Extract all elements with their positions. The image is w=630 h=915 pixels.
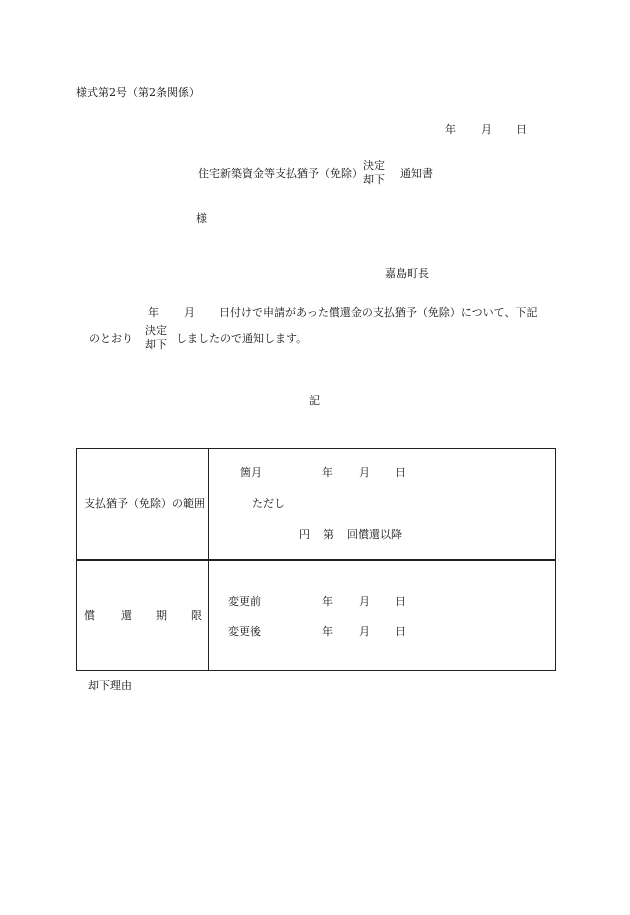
range-dai: 第 bbox=[323, 528, 334, 541]
table-row-divider bbox=[76, 559, 556, 561]
body-option-rejection: 却下 bbox=[145, 338, 167, 351]
range-however: ただし bbox=[252, 497, 285, 510]
range-yen: 円 bbox=[299, 528, 310, 541]
after-year: 年 bbox=[322, 625, 333, 638]
title-option-rejection: 却下 bbox=[363, 173, 385, 186]
title-options bbox=[363, 159, 385, 187]
title-prefix: 住宅新築資金等支払猶予（免除） bbox=[198, 167, 363, 180]
addressee-suffix: 様 bbox=[196, 212, 207, 225]
date-year: 年 bbox=[445, 123, 456, 136]
after-day: 日 bbox=[395, 625, 406, 638]
issuer: 嘉島町長 bbox=[385, 267, 429, 280]
range-day: 日 bbox=[395, 466, 406, 479]
body-text-line1: 日付けで申請があった償還金の支払猶予（免除）について、下記 bbox=[219, 306, 538, 319]
title-suffix: 通知書 bbox=[400, 167, 433, 180]
after-label: 変更後 bbox=[228, 625, 261, 638]
body-year: 年 bbox=[148, 306, 159, 319]
before-day: 日 bbox=[395, 595, 406, 608]
range-months-label: 箇月 bbox=[240, 466, 262, 479]
rejection-reason-label: 却下理由 bbox=[88, 679, 132, 692]
range-label: 支払猶予（免除）の範囲 bbox=[84, 497, 205, 510]
after-month: 月 bbox=[359, 625, 370, 638]
before-year: 年 bbox=[322, 595, 333, 608]
before-label: 変更前 bbox=[228, 595, 261, 608]
title-option-decision: 決定 bbox=[363, 159, 385, 172]
range-month: 月 bbox=[359, 466, 370, 479]
form-number: 様式第2号（第2条関係） bbox=[76, 86, 200, 99]
body-options bbox=[145, 324, 167, 352]
table-column-divider bbox=[208, 448, 209, 671]
ki-heading: 記 bbox=[309, 394, 320, 407]
deadline-label-char-2: 還 bbox=[121, 609, 132, 622]
deadline-label-char-1: 償 bbox=[84, 609, 95, 622]
date-day: 日 bbox=[516, 123, 527, 136]
body-option-decision: 決定 bbox=[145, 324, 167, 337]
body-prefix-line2: のとおり bbox=[89, 332, 133, 345]
date-month: 月 bbox=[481, 123, 492, 136]
body-month: 月 bbox=[184, 306, 195, 319]
range-year: 年 bbox=[322, 466, 333, 479]
deadline-label-char-3: 期 bbox=[156, 609, 167, 622]
before-month: 月 bbox=[359, 595, 370, 608]
deadline-label-char-4: 限 bbox=[191, 609, 202, 622]
range-installment: 回償還以降 bbox=[347, 528, 402, 541]
body-text-line2: しましたので通知します。 bbox=[176, 332, 308, 345]
